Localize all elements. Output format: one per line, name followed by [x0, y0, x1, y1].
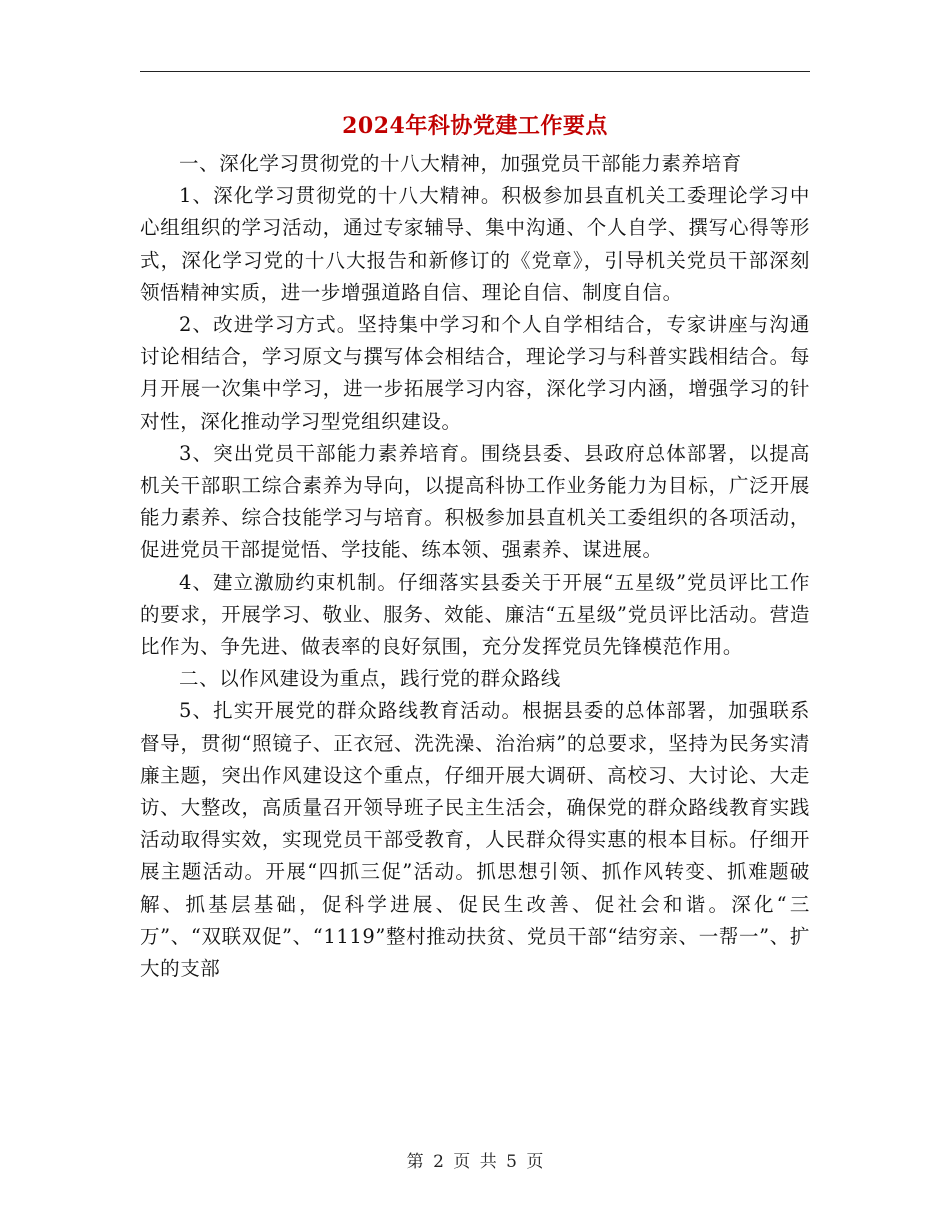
paragraph-item-3: 3、突出党员干部能力素养培育。围绕县委、县政府总体部署，以提高机关干部职工综合素养为导向，以提高科协工作业务能力为目标，广泛开展能力素养、综合技能学习与培育。积极参加县直机关工委组织的各项活动，促进党员干部提觉悟、学技能、练本领、强素养、谋进展。	[140, 441, 810, 562]
page-footer	[140, 1150, 810, 1174]
document-title: 2024年科协党建工作要点	[342, 113, 608, 139]
section-heading-1: 一、深化学习贯彻党的十八大精神，加强党员干部能力素养培育	[179, 152, 742, 175]
footer-page-unit: 页	[453, 1152, 471, 1172]
footer-total-label: 共	[479, 1152, 497, 1172]
header-rule	[140, 71, 810, 72]
footer-total-unit: 页	[526, 1152, 544, 1172]
document-body	[140, 148, 810, 985]
footer-page-label: 第	[406, 1152, 424, 1172]
paragraph-item-2: 2、改进学习方式。坚持集中学习和个人自学相结合，专家讲座与沟通讨论相结合，学习原文与撰写体会相结合，理论学习与科普实践相结合。每月开展一次集中学习，进一步拓展学习内容，深化学习内涵，增强学习的针对性，深化推动学习型党组织建设。	[140, 313, 810, 433]
paragraph-item-4: 4、建立激励约束机制。仔细落实县委关于开展“五星级”党员评比工作的要求，开展学习、敬业、服务、效能、廉洁“五星级”党员评比活动。营造比作为、争先进、做表率的良好氛围，充分发挥党员先锋模范作用。	[140, 570, 810, 659]
footer-total-pages: 5	[506, 1152, 517, 1172]
section-heading-2: 二、以作风建设为重点，践行党的群众路线	[179, 667, 561, 691]
footer-current-page: 2	[433, 1152, 444, 1172]
paragraph-item-1: 1、深化学习贯彻党的十八大精神。积极参加县直机关工委理论学习中心组组织的学习活动，通过专家辅导、集中沟通、个人自学、撰写心得等形式，深化学习党的十八大报告和新修订的《党章》，引导机关党员干部深刻领悟精神实质，进一步增强道路自信、理论自信、制度自信。	[140, 184, 810, 304]
paragraph-item-5: 5、扎实开展党的群众路线教育活动。根据县委的总体部署，加强联系督导，贯彻“照镜子、正衣冠、洗洗澡、治治病”的总要求，坚持为民务实清廉主题，突出作风建设这个重点，仔细开展大调研、高校习、大讨论、大走访、大整改，高质量召开领导班子民主生活会，确保党的群众路线教育实践活动取得实效，实现党员干部受教育，人民群众得实惠的根本目标。仔细开展主题活动。开展“四抓三促”活动。抓思想引领、抓作风转变、抓难题破解、抓基层基础，促科学进展、促民生改善、促社会和谐。深化“三万”、“双联双促”、“1119”整村推动扶贫、党员干部“结穷亲、一帮一”、扩大的支部	[140, 699, 810, 981]
